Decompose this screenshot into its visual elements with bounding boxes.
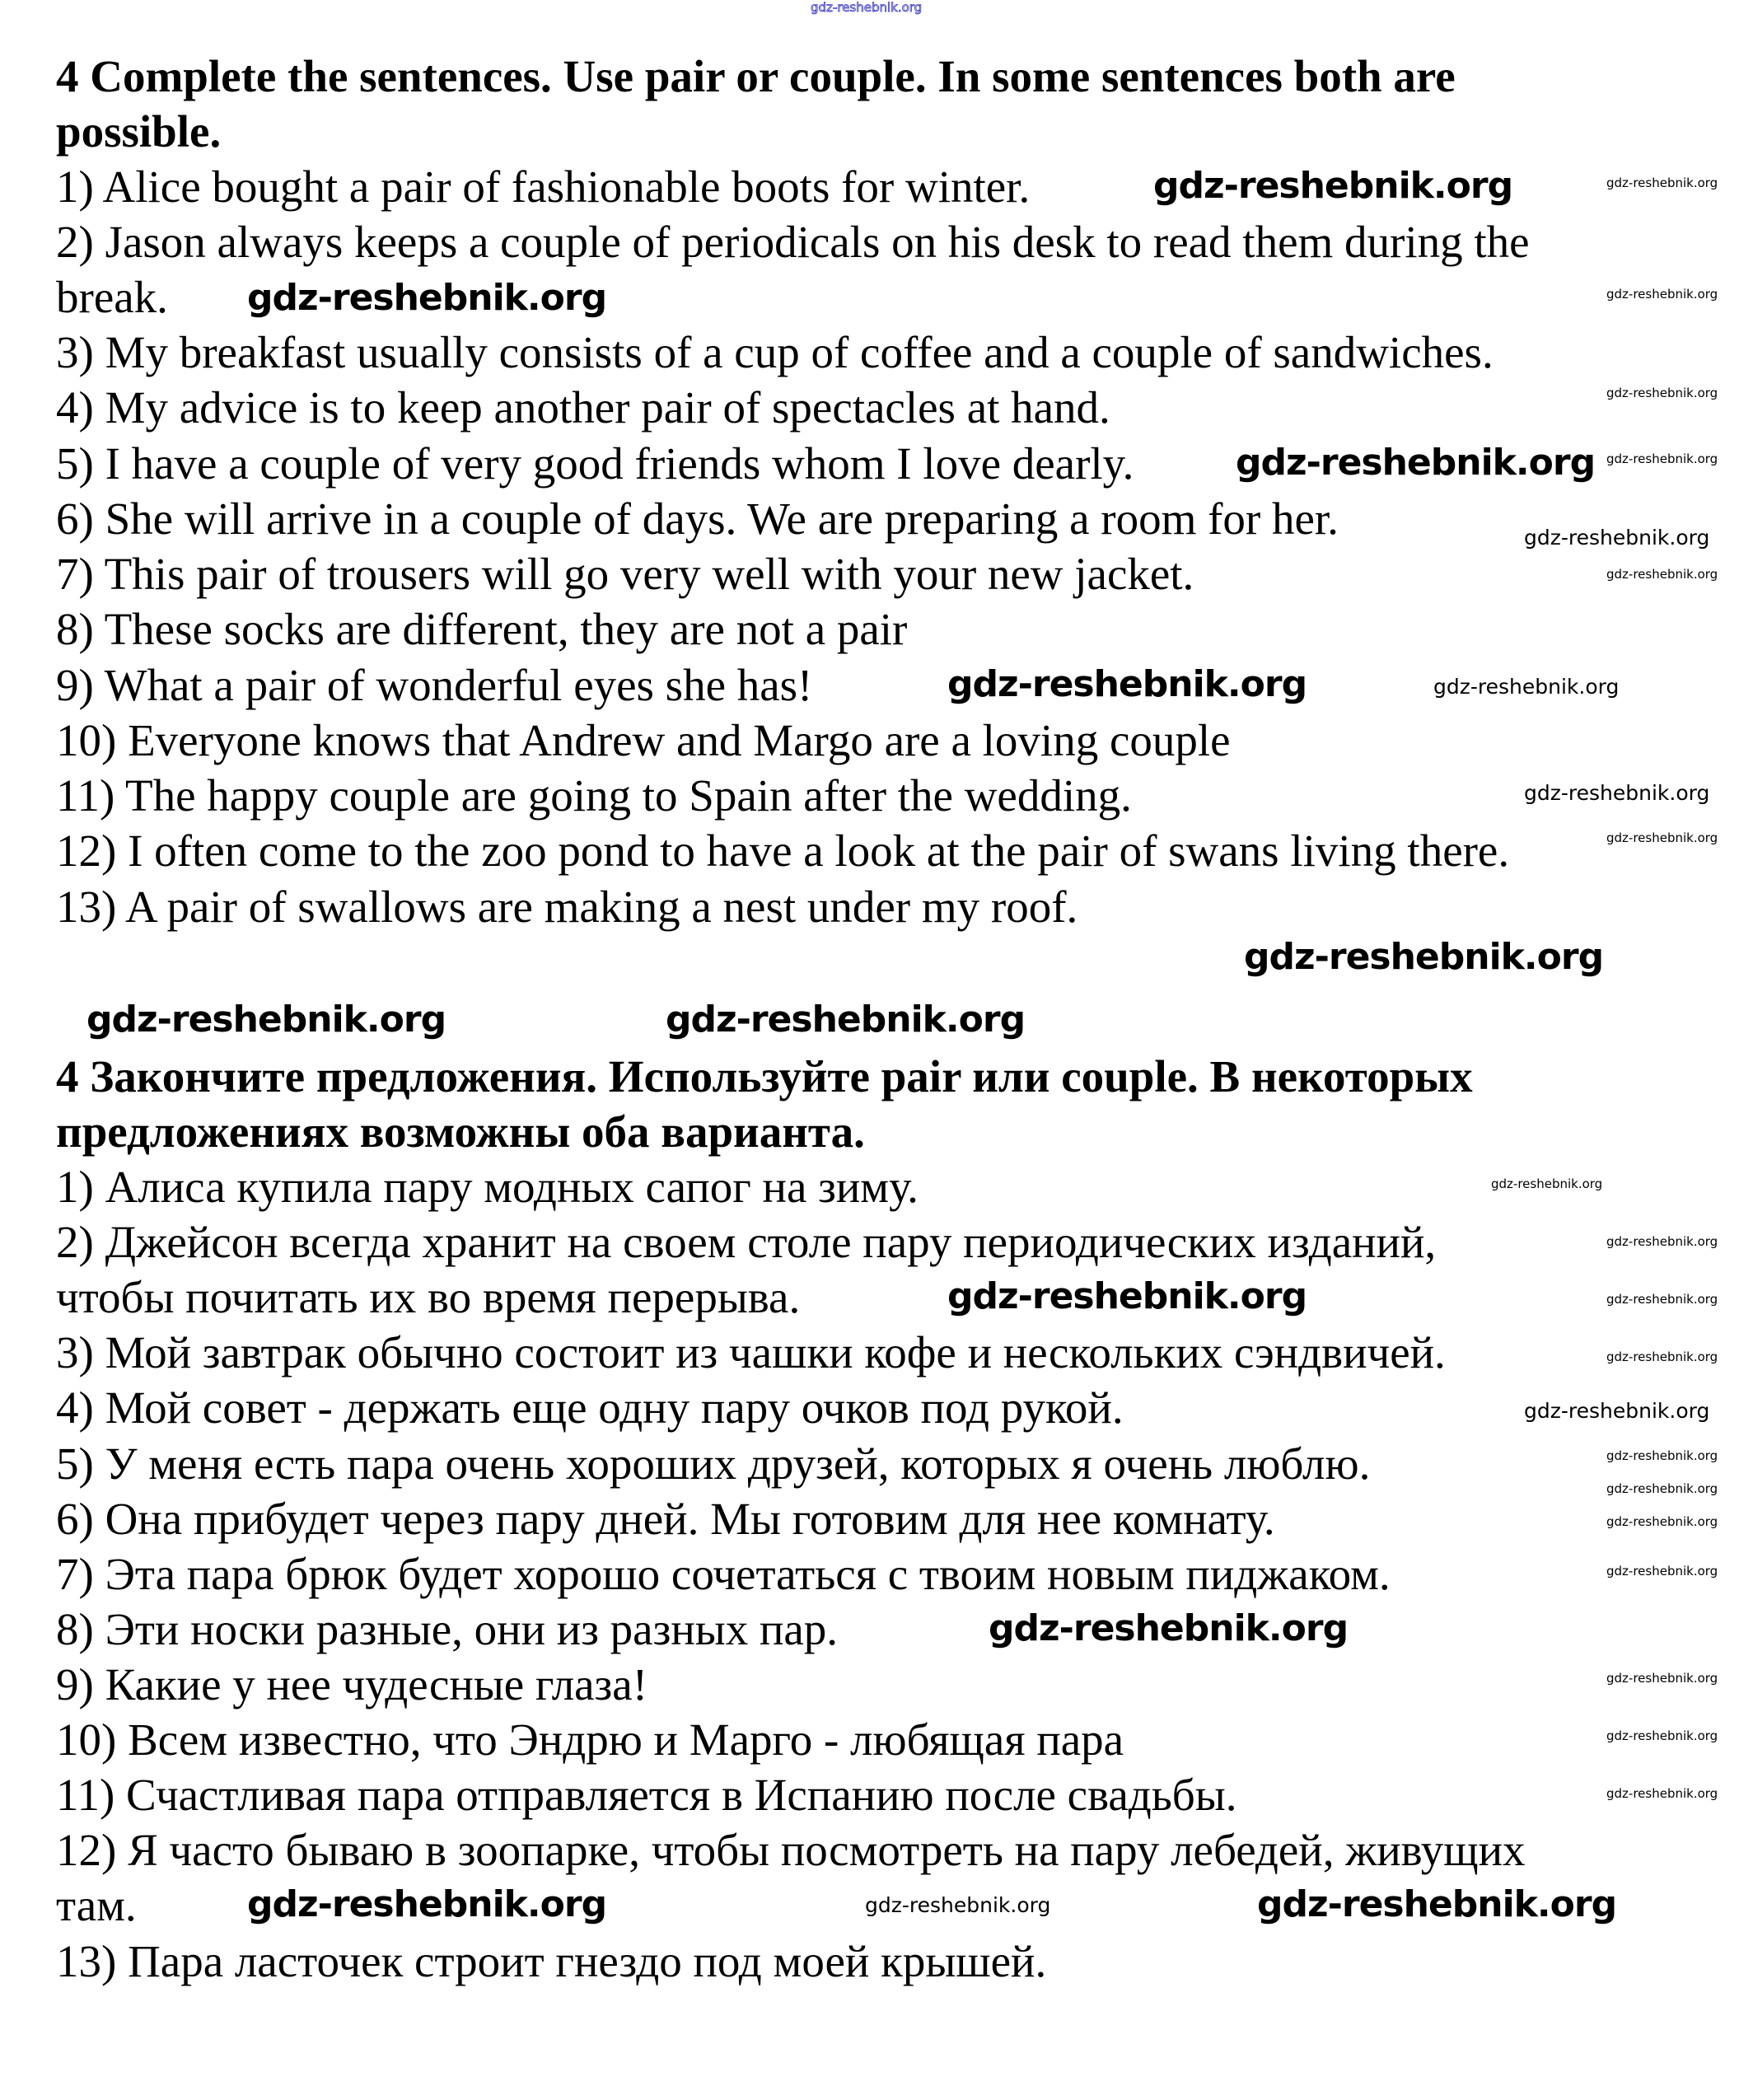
watermark: gdz-reshebnik.org <box>1606 1448 1718 1463</box>
watermark: gdz-reshebnik.org <box>1524 526 1710 550</box>
russian-title-line-1: 4 Закончите предложения. Используйте pair или couple. В некоторых <box>56 1051 1473 1101</box>
english-sentence-13: 13) A pair of swallows are making a nest under my roof. <box>56 882 1078 932</box>
russian-sentence-12: 12) Я часто бываю в зоопарке, чтобы посмотреть на пару лебедей, живущих <box>56 1825 1526 1875</box>
watermark: gdz-reshebnik.org <box>1606 1481 1718 1496</box>
english-sentence-12: 12) I often come to the zoo pond to have a look at the pair of swans living there. <box>56 826 1510 876</box>
watermark: gdz-reshebnik.org <box>865 1893 1051 1917</box>
watermark: gdz-reshebnik.org <box>1524 1399 1710 1423</box>
english-sentence-2-cont: break. <box>56 272 168 322</box>
english-sentence-5: 5) I have a couple of very good friends whom I love dearly. <box>56 438 1134 489</box>
watermark: gdz-reshebnik.org <box>947 1275 1307 1317</box>
english-title-line-2: possible. <box>56 106 222 157</box>
watermark: gdz-reshebnik.org <box>86 999 446 1041</box>
watermark: gdz-reshebnik.org <box>1606 830 1718 845</box>
russian-sentence-10: 10) Всем известно, что Эндрю и Марго - любящая пара <box>56 1714 1124 1765</box>
russian-sentence-13: 13) Пара ласточек строит гнездо под моей крышей. <box>56 1936 1047 1986</box>
watermark: gdz-reshebnik.org <box>247 1883 607 1925</box>
watermark: gdz-reshebnik.org <box>1606 1786 1718 1801</box>
watermark: gdz-reshebnik.org <box>1606 1728 1718 1743</box>
english-sentence-3: 3) My breakfast usually consists of a cup of coffee and a couple of sandwiches. <box>56 327 1494 377</box>
russian-sentence-9: 9) Какие у нее чудесные глаза! <box>56 1659 648 1709</box>
watermark: gdz-reshebnik.org <box>1606 386 1718 400</box>
watermark: gdz-reshebnik.org <box>1257 1883 1617 1925</box>
watermark: gdz-reshebnik.org <box>247 277 607 319</box>
watermark: gdz-reshebnik.org <box>1606 175 1718 190</box>
russian-sentence-3: 3) Мой завтрак обычно состоит из чашки кофе и нескольких сэндвичей. <box>56 1327 1446 1377</box>
watermark: gdz-reshebnik.org <box>1524 781 1710 805</box>
watermark: gdz-reshebnik.org <box>1606 1514 1718 1529</box>
russian-sentence-7: 7) Эта пара брюк будет хорошо сочетаться с твоим новым пиджаком. <box>56 1549 1391 1599</box>
watermark: gdz-reshebnik.org <box>1606 451 1718 466</box>
english-sentence-1: 1) Alice bought a pair of fashionable boots for winter. <box>56 161 1031 212</box>
russian-sentence-11: 11) Счастливая пара отправляется в Испанию после свадьбы. <box>56 1770 1237 1820</box>
watermark: gdz-reshebnik.org <box>1606 1234 1718 1249</box>
english-sentence-11: 11) The happy couple are going to Spain after the wedding. <box>56 770 1132 821</box>
watermark: gdz-reshebnik.org <box>1491 1176 1603 1191</box>
english-sentence-4: 4) My advice is to keep another pair of spectacles at hand. <box>56 382 1110 433</box>
russian-sentence-1: 1) Алиса купила пару модных сапог на зиму. <box>56 1162 919 1212</box>
watermark: gdz-reshebnik.org <box>947 663 1307 705</box>
watermark: gdz-reshebnik.org <box>1606 1349 1718 1364</box>
russian-sentence-6: 6) Она прибудет через пару дней. Мы готовим для нее комнату. <box>56 1494 1275 1544</box>
watermark: gdz-reshebnik.org <box>1236 442 1596 484</box>
english-sentence-8: 8) These socks are different, they are not a pair <box>56 604 908 654</box>
russian-sentence-2: 2) Джейсон всегда хранит на своем столе пару периодических изданий, <box>56 1217 1437 1267</box>
top-watermark: gdz-reshebnik.org <box>811 0 923 15</box>
watermark: gdz-reshebnik.org <box>666 999 1026 1041</box>
watermark: gdz-reshebnik.org <box>1606 287 1718 302</box>
english-title-line-1: 4 Complete the sentences. Use pair or couple. In some sentences both are <box>56 51 1456 101</box>
russian-sentence-5: 5) У меня есть пара очень хороших друзей, которых я очень люблю. <box>56 1438 1371 1489</box>
watermark: gdz-reshebnik.org <box>1433 675 1620 699</box>
watermark: gdz-reshebnik.org <box>1244 936 1604 978</box>
english-sentence-2: 2) Jason always keeps a couple of periodicals on his desk to read them during the <box>56 217 1530 267</box>
russian-title-line-2: предложениях возможны оба варианта. <box>56 1106 865 1157</box>
watermark: gdz-reshebnik.org <box>989 1607 1349 1649</box>
watermark: gdz-reshebnik.org <box>1606 1564 1718 1579</box>
watermark: gdz-reshebnik.org <box>1606 1671 1718 1686</box>
english-sentence-10: 10) Everyone knows that Andrew and Margo are a loving couple <box>56 715 1231 765</box>
watermark: gdz-reshebnik.org <box>1606 567 1718 582</box>
russian-sentence-4: 4) Мой совет - держать еще одну пару очков под рукой. <box>56 1382 1124 1433</box>
watermark: gdz-reshebnik.org <box>1153 165 1513 207</box>
russian-sentence-12-cont: там. <box>56 1880 137 1930</box>
russian-sentence-8: 8) Эти носки разные, они из разных пар. <box>56 1604 839 1654</box>
english-sentence-9: 9) What a pair of wonderful eyes she has! <box>56 660 813 710</box>
watermark: gdz-reshebnik.org <box>1606 1292 1718 1307</box>
english-sentence-7: 7) This pair of trousers will go very well with your new jacket. <box>56 549 1194 599</box>
russian-sentence-2-cont: чтобы почитать их во время перерыва. <box>56 1272 801 1322</box>
english-sentence-6: 6) She will arrive in a couple of days. We are preparing a room for her. <box>56 493 1339 544</box>
